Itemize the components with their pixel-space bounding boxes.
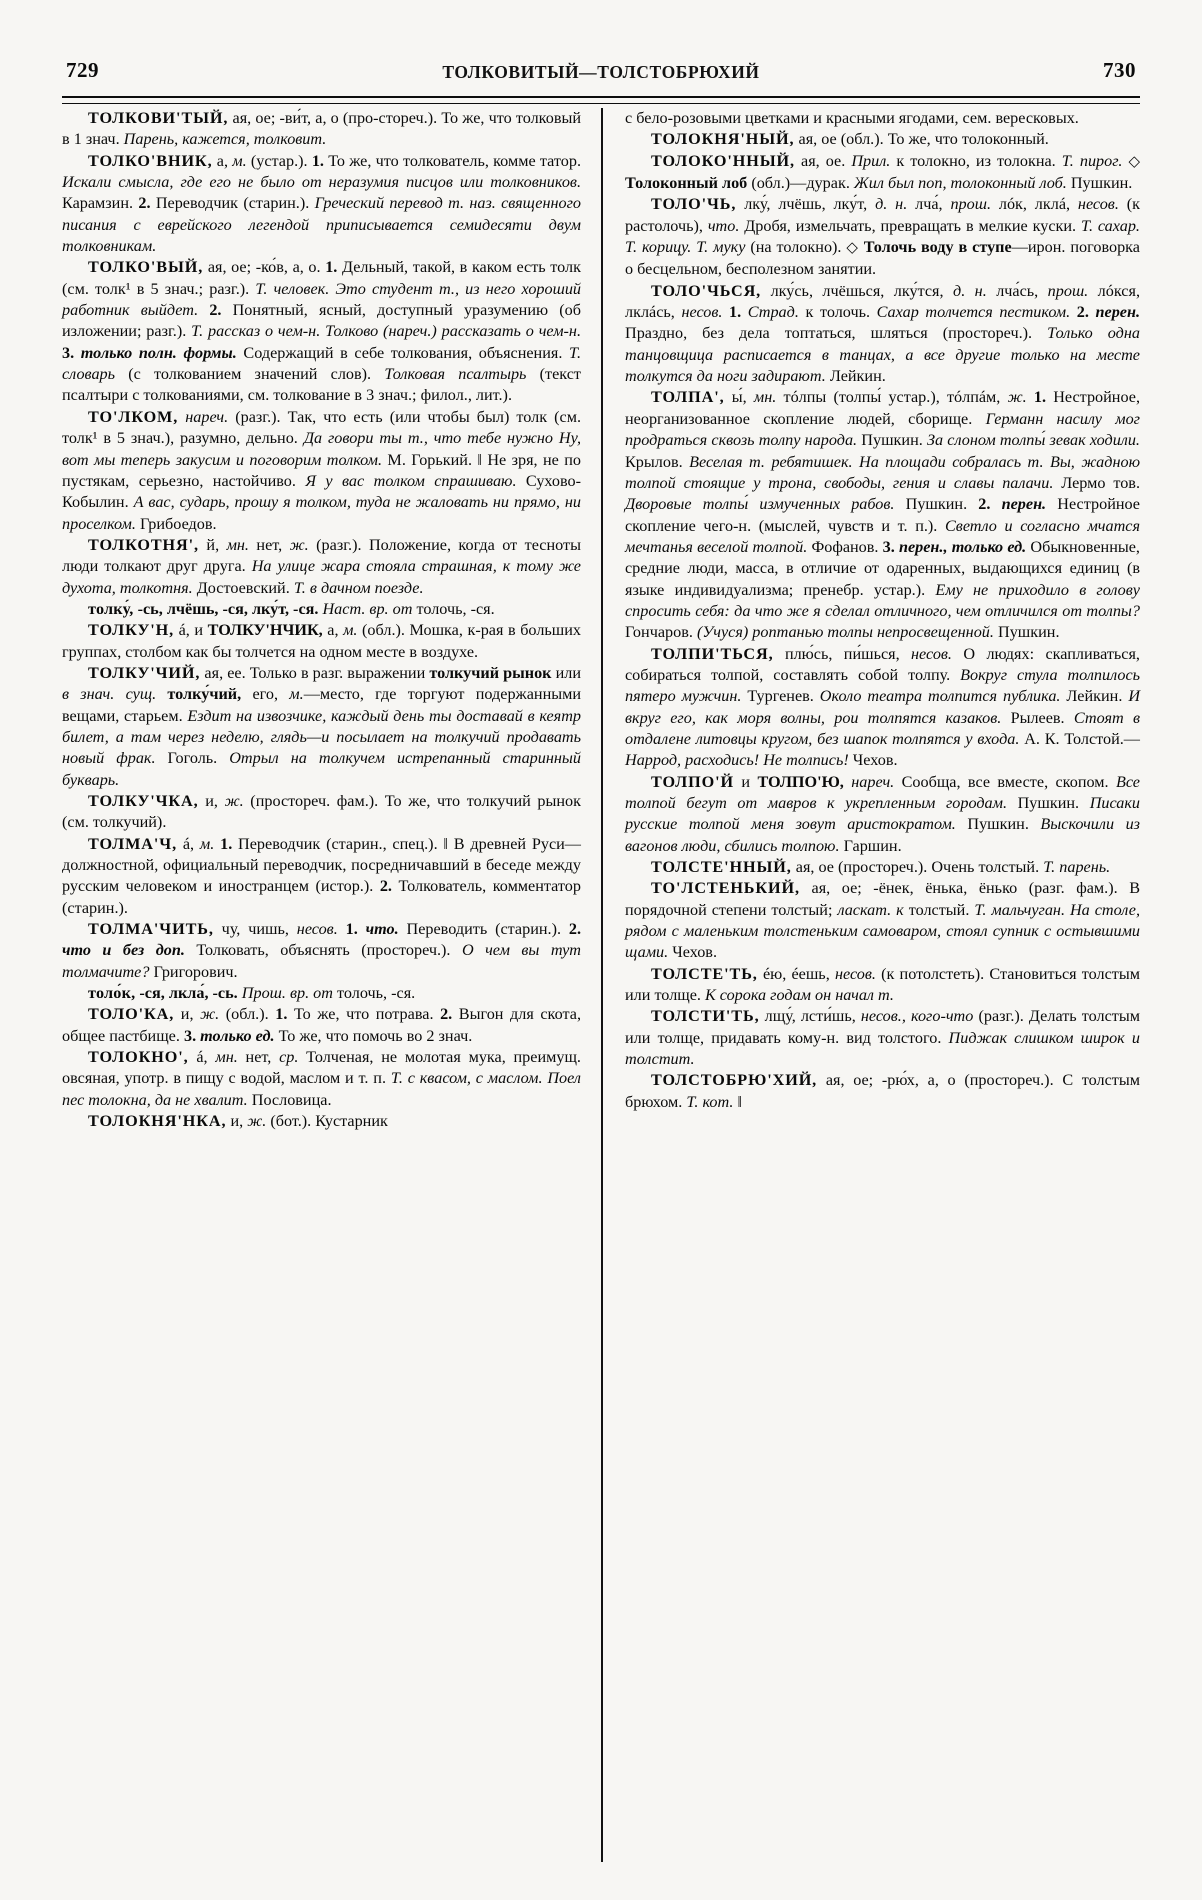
entry-text-roman: ая, ое; -ёнек, ёнька, ёнько (разг. фам.). В порядочной степени толстый; — [625, 879, 1140, 919]
entry-text-roman: То же, что толкователь, комме татор. — [323, 151, 581, 170]
entry-text-diamond: ◇ — [1128, 153, 1140, 170]
entry-text-italic: мн. — [226, 535, 249, 554]
entry-text-italic: что. — [707, 216, 740, 235]
entry-text-italic: к — [896, 900, 904, 919]
column-right — [601, 108, 1140, 1862]
entry-text-italic: нареч. — [851, 772, 895, 791]
entry-text-bolditalic: перен. — [990, 495, 1047, 514]
entry-text-italic: Т. рассказ о чем-н. Толково (нареч.) рассказать о чем-н. — [191, 322, 582, 341]
entry-text-roman: ая, ое (обл.). То же, что толоконный. — [794, 130, 1049, 149]
entry-text-bold: лчёшь, -ся, лку́т, -ся. — [162, 599, 319, 618]
entry-text-italic: К сорока годам он начал т. — [705, 986, 894, 1005]
column-left — [62, 108, 601, 1862]
entry-headword: ТОЛКО'ВЫЙ, — [88, 258, 204, 277]
entry-text-italic: Отрыл на толкучем истрепанный старинный букварь. — [62, 749, 581, 789]
entry-text-bold: 1. — [311, 151, 324, 170]
entry-text-italic: несов., кого-что — [860, 1007, 974, 1026]
entry-text-roman: А. К. Толстой.— — [1019, 729, 1140, 748]
dictionary-entry — [62, 663, 581, 791]
entry-text-roman: Чехов. — [668, 943, 718, 962]
entry-text-bolditalic: перен. — [1088, 303, 1141, 322]
entry-text-roman: (на толокно). — [745, 238, 847, 257]
entry-text-bolditalic: только ед. — [196, 1026, 275, 1045]
entry-text-roman — [722, 303, 729, 321]
entry-headword: ТОЛПИ'ТЬСЯ, — [651, 644, 774, 663]
page-number-left: 729 — [66, 58, 99, 82]
dictionary-entry — [62, 151, 581, 258]
entry-headword: ТОЛПА', — [651, 388, 725, 407]
entry-headword: толо́к, — [88, 984, 136, 1003]
entry-text-roman — [1027, 388, 1034, 406]
entry-headword: ТОЛКО'ВНИК, — [88, 151, 213, 170]
entry-text-italic: Парень, кажется, толковит. — [123, 130, 327, 149]
entry-text-italic: На улице жара стояла страшная, к тому же духота, толкотня. — [62, 557, 581, 597]
entry-text-roman: лча́сь, — [986, 281, 1048, 300]
entry-text-italic: прош. — [950, 195, 991, 214]
entry-text-roman: ая, ое; -ко́в, а, о. — [203, 258, 326, 277]
entry-text-roman: Толковать, объяснять (простореч.). — [184, 941, 462, 960]
entry-text-roman: Пушкин. — [1007, 794, 1090, 812]
entry-text-roman: á, — [177, 834, 200, 853]
dictionary-entry — [625, 129, 1140, 150]
entry-text-roman: лку́сь, лчёшься, лку́тся, — [761, 281, 953, 300]
entry-text-roman: (простореч. фам.). То же, что толкучий рынок (см. толкучий). — [62, 792, 581, 832]
entry-text-bold: 1. — [325, 258, 338, 277]
entry-text-roman: (текст псалтыри с толкованиями, см. толкование в 3 знач.; филол., лит.). — [62, 365, 582, 405]
entry-text-roman: (устар.). — [246, 151, 312, 170]
entry-text-roman: éю, éешь, — [757, 964, 835, 983]
entry-text-bold: -ся, — [135, 984, 165, 1003]
entry-text-bold: 1. — [729, 303, 742, 322]
entry-text-roman: Пушкин. — [857, 431, 927, 450]
entry-text-roman: (обл.)—дурак. — [747, 174, 854, 193]
entry-text-roman: и — [734, 772, 758, 791]
entry-text-roman: —место, где торгуют подержанными вещами, старьем. — [62, 685, 582, 725]
entry-text-italic: И вкруг его, как моря волны, рои толпятся казаков. — [625, 687, 1141, 727]
entry-text-italic: д. н. — [875, 195, 908, 214]
entry-text-roman: а, — [212, 151, 233, 170]
entry-text-roman: лóк, лклá, — [991, 195, 1078, 214]
entry-headword: ТОЛОКНО', — [88, 1048, 189, 1067]
entry-text-italic: прош. — [1047, 281, 1089, 300]
entry-text-italic: За слоном толпы́ зевак ходили. — [926, 431, 1140, 450]
entry-text-italic: несов. — [296, 920, 338, 939]
entry-text-italic: ж. — [1007, 388, 1027, 407]
entry-text-italic: Т. с квасом, с маслом. Поел пес толокна, да не хвалит. — [62, 1069, 581, 1109]
entry-text-italic: Германн насилу мог продраться сквозь толпу народа. — [625, 409, 1140, 450]
entry-text-roman — [338, 920, 346, 938]
entry-headword: ТОЛМА'Ч, — [88, 834, 178, 853]
entry-text-bold: 2. — [209, 301, 222, 320]
entry-text-roman: Гоголь. — [155, 749, 230, 768]
entry-text-roman: Сухово-Кобылин. — [62, 471, 582, 512]
entry-text-italic: ж. — [224, 792, 244, 810]
dictionary-entry — [625, 772, 1140, 857]
entry-text-italic: Сахар толчется пестиком. — [876, 303, 1071, 322]
dictionary-entry — [625, 644, 1140, 772]
dictionary-entry — [625, 1006, 1140, 1070]
dictionary-entry — [62, 257, 581, 406]
entry-text-bold: лкла́, -сь. — [164, 984, 238, 1003]
entry-text-roman: Дельный, такой, в каком есть толк (см. толк¹ в 5 знач.; разг.). — [62, 258, 581, 298]
dictionary-entry — [625, 194, 1140, 280]
entry-text-roman: к толочь. — [798, 303, 877, 322]
entry-text-roman: Крылов. — [625, 452, 690, 471]
entry-text-bold: 1. — [1033, 388, 1047, 407]
entry-text-italic: Стоят в отдалене литовцы кругом, без шапок толпятся у входа. — [625, 708, 1140, 748]
entry-text-roman: á, — [188, 1048, 216, 1067]
entry-headword: ТОЛКОВИ'ТЫЙ, — [88, 109, 229, 127]
entry-text-bold: толку́чий, — [167, 685, 242, 704]
entry-text-italic: м. — [199, 834, 215, 853]
entry-text-italic: м. — [343, 621, 358, 640]
entry-text-bold: 1. — [345, 920, 358, 939]
entry-text-roman: толочь, -ся. — [412, 599, 495, 618]
dictionary-entry — [625, 964, 1140, 1007]
entry-text-italic: Толковая псалтырь — [384, 365, 527, 384]
entry-text-bold: -сь, — [133, 599, 163, 618]
entry-text-roman: Григорович. — [149, 962, 238, 981]
entry-text-italic: Пиджак слишком широк и толстит. — [625, 1028, 1140, 1069]
entry-text-roman: толстый. — [903, 900, 975, 919]
entry-text-bolditalic: только полн. формы. — [74, 343, 237, 362]
entry-text-roman: и, — [198, 792, 225, 810]
entry-text-bold: Толоконный лоб — [625, 174, 748, 193]
entry-text-italic: несов. — [1077, 195, 1119, 214]
entry-text-roman: Нестройное, неорганизованное скопление людей, сборище. — [625, 388, 1140, 428]
header-rule — [62, 96, 1140, 104]
entry-text-italic: ласкат. — [837, 900, 892, 919]
entry-text-italic: А вас, сударь, прошу я толком, туда не жаловать ни прямо, ни проселком. — [62, 493, 581, 533]
entry-text-italic: м. — [289, 685, 304, 704]
entry-text-italic: Искали смысла, где его не было от неразумия писцов или толковников. — [62, 173, 581, 192]
entry-text-italic: ср. — [279, 1048, 299, 1067]
entry-text-roman: То же, что потрава. — [287, 1005, 441, 1024]
entry-text-roman: нет, — [237, 1048, 280, 1067]
entry-text-italic: Т. сахар. Т. корицу. Т. муку — [625, 216, 1140, 257]
entry-headword: ТОЛОКО'ННЫЙ, — [651, 151, 795, 170]
dictionary-entry — [625, 281, 1140, 388]
entry-text-roman: ая, ое. — [794, 151, 852, 170]
dictionary-entry — [62, 791, 581, 834]
entry-headword: ТОЛСТЕ'ННЫЙ, — [651, 858, 792, 877]
entry-text-italic: Т. парень. — [1043, 858, 1111, 877]
entry-text-roman: лóкся, лклáсь, — [625, 281, 1140, 322]
dictionary-entry — [625, 387, 1140, 643]
entry-text-italic: Т. человек. Это студент т., из него хороший работник выйдет. — [62, 279, 582, 320]
entry-text-italic: Жил был поп, толоконный лоб. — [853, 174, 1067, 193]
entry-text-bold: 2. — [978, 495, 991, 514]
entry-text-roman: Переводчик (старин.). — [150, 194, 315, 213]
entry-text-italic: Выскочили из вагонов люди, сбились толпою. — [625, 815, 1140, 855]
entry-text-roman: (разг.). Положение, когда от тесноты люди толкают друг друга. — [62, 535, 581, 576]
entry-text-roman: Рылеев. — [1001, 708, 1074, 727]
entry-text-bold: Толочь воду в ступе — [858, 238, 1012, 257]
entry-text-italic: Я у вас толком спрашиваю. — [305, 471, 517, 490]
running-head — [66, 58, 1136, 86]
entry-headword: толку́, — [88, 599, 134, 618]
dictionary-entry — [62, 407, 581, 535]
entry-text-roman: лку́, лчёшь, лку́т, — [736, 195, 876, 214]
entry-text-bolditalic: что. — [357, 920, 399, 939]
dictionary-entry — [62, 919, 581, 983]
entry-text-roman: или — [551, 663, 582, 682]
entry-text-italic: Вокруг стула толпилось пятеро мужчин. — [625, 665, 1140, 706]
entry-text-roman: ая, ое; -ви́т, а, о (про-стореч.). То же, что толковый в 1 знач. — [62, 109, 581, 149]
entry-text-roman: Лермо тов. — [1053, 473, 1140, 492]
entry-text-roman: Достоевский. — [192, 578, 294, 597]
entry-text-italic: Да говори ты т., что тебе нужно Ну, вот мы теперь закусим и поговорим толком. — [62, 429, 582, 469]
entry-text-roman: Нестройное скопление чего-н. (мыслей, чувств и т. п.). — [625, 495, 1140, 535]
entry-text-bold: 3. — [882, 537, 895, 556]
entry-headword: ТО'ЛКОМ, — [88, 407, 179, 426]
dictionary-entry — [62, 983, 581, 1004]
entry-text-bold: ТОЛКУ'НЧИК, — [207, 621, 323, 640]
entry-text-roman: Чехов. — [848, 751, 898, 770]
entry-text-roman: тóлпы (толпы́ устар.), тóлпáм, — [776, 388, 1008, 407]
entry-text-roman — [156, 685, 167, 703]
entry-text-roman: —ирон. поговорка о бесцельном, бесполезном занятии. — [625, 238, 1140, 279]
entry-headword: ТОЛПО'Й — [651, 772, 735, 791]
entry-text-roman: Пушкин. — [955, 815, 1041, 834]
entry-text-roman: (обл.). Мошка, к-рая в больших группах, столбом как бы толчется на одном месте в воздухе. — [62, 621, 581, 661]
entry-text-roman: Гаршин. — [839, 836, 902, 855]
entry-headword: ТОЛОКНЯ'НЫЙ, — [651, 130, 795, 149]
entry-text-roman: (с толкованием значений слов). — [115, 365, 385, 384]
entry-text-roman: Толкователь, комментатор (старин.). — [62, 877, 581, 917]
dictionary-entry — [62, 620, 581, 663]
entry-text-roman: Праздно, без дела топтаться, шляться (простореч.). — [625, 324, 1048, 343]
entry-text-roman: á, и — [174, 621, 208, 640]
entry-text-italic: в знач. сущ. — [62, 685, 157, 704]
entry-text-roman: чу, чишь, — [213, 920, 297, 939]
entry-headword: ТОЛОКНЯ'НКА, — [88, 1112, 227, 1131]
entry-text-italic: О чем вы тут толмачите? — [62, 941, 581, 981]
entry-text-italic: Наррод, расходись! Не толпись! — [625, 751, 849, 770]
entry-text-italic: Т. словарь — [62, 343, 582, 384]
entry-text-roman: Содержащий в себе толкования, объяснения. — [236, 343, 569, 362]
entry-text-bold: 2. — [1076, 303, 1089, 322]
entry-text-roman: Переводить (старин.). — [398, 920, 569, 939]
entry-text-roman: Сообща, все вместе, скопом. — [894, 772, 1116, 791]
entry-text-roman: й, — [198, 535, 227, 554]
entry-text-bold: 2. — [440, 1005, 453, 1024]
entry-text-roman: Грибоедов. — [135, 514, 217, 533]
entry-text-italic: Т. в дачном поезде. — [293, 578, 424, 597]
dictionary-entry — [625, 857, 1140, 878]
entry-text-roman: толочь, -ся. — [332, 984, 416, 1003]
entry-text-bold: 3. — [183, 1026, 197, 1045]
entry-text-bold: 1. — [220, 834, 233, 853]
entry-text-roman: его, — [241, 685, 290, 704]
entry-text-italic: ж. — [247, 1112, 267, 1131]
entry-text-roman: Пушкин. — [1066, 174, 1133, 193]
entry-text-italic: Около театра толпится публика. — [819, 687, 1061, 706]
dictionary-entry — [62, 834, 581, 919]
entry-text-italic: д. н. — [953, 281, 987, 300]
entry-text-roman — [198, 301, 209, 319]
entry-headword: ТОЛКУ'ЧКА, — [88, 792, 199, 810]
entry-text-roman: Карамзин. — [62, 194, 139, 213]
entry-text-roman: То же, что помочь во 2 знач. — [274, 1026, 473, 1045]
entry-text-bold: 1. — [275, 1005, 288, 1024]
entry-headword: ТОЛМА'ЧИТЬ, — [88, 920, 214, 939]
entry-text-bold: 3. — [62, 343, 75, 362]
entry-text-roman: а, — [322, 621, 344, 640]
dictionary-entry — [62, 1047, 581, 1111]
entry-text-roman: Переводчик (старин., спец.). ‖ В древней Руси—должностной, официальный переводчик, посредничавший в беседе между русским человеком и иностранцем (истор.). — [62, 834, 581, 896]
entry-text-roman: Дробя, измельчать, превращать в мелкие куски. — [739, 216, 1081, 235]
entry-text-roman: О людях: скапливаться, собираться толпой, составлять собой толпу. — [625, 644, 1140, 684]
entry-headword: ТОЛО'ЧЬСЯ, — [651, 281, 762, 300]
entry-text-italic: Наст. вр. от — [318, 599, 413, 618]
entry-headword: ТОЛКОТНЯ', — [88, 535, 199, 554]
entry-text-italic: ж. — [289, 535, 309, 554]
entry-text-roman: Гончаров. — [625, 623, 697, 642]
entry-text-roman: Лейкин. — [825, 367, 886, 386]
entry-text-roman: Выгон для скота, общее пастбище. — [62, 1005, 581, 1045]
dictionary-entry — [625, 151, 1140, 195]
entry-text-italic: Ездит на извозчике, каждый день ты доставай в кеятр билет, а там через неделю, глядь—и посылает на толкучий продавать новый фрак. — [62, 706, 581, 768]
entry-text-roman: ы́, — [724, 388, 754, 407]
entry-text-bolditalic: перен., только ед. — [894, 537, 1027, 556]
entry-text-italic: ж. — [200, 1005, 220, 1024]
entry-text-italic: Дворовые толпы́ измученных рабов. — [625, 495, 895, 514]
entry-text-roman: Пословица. — [247, 1090, 332, 1109]
entry-text-roman: и, — [174, 1005, 201, 1024]
entry-text-roman: с бело-розовыми цветками и красными ягодами, сем. вересковых. — [625, 109, 1079, 127]
entry-headword: ТОЛСТЕ'ТЬ, — [651, 964, 758, 983]
entry-text-roman: нет, — [248, 535, 290, 554]
entry-text-italic: Т. кот. — [686, 1092, 734, 1111]
entry-text-bold: 2. — [138, 194, 151, 213]
entry-text-bold: 2. — [379, 877, 392, 896]
entry-text-roman: (разг.). Так, что есть (или чтобы был) толк (см. толк¹ в 5 знач.), разумно, дельно. — [62, 407, 581, 448]
entry-text-italic: несов. — [834, 964, 876, 983]
entry-text-roman: Обыкновенные, средние люди, масса, в отличие от одаренных, выдающихся единиц (в языке индивидуализма; пренебр. устар.). — [625, 537, 1140, 599]
entry-headword: ТОЛСТИ'ТЬ, — [651, 1007, 760, 1026]
entry-text-roman: (к растолочь), — [625, 195, 1140, 235]
entry-text-italic: Писаки русские толпой меня зовут аристократом. — [625, 794, 1140, 834]
entry-text-roman: Тургенев. — [741, 687, 820, 706]
entry-text-bold: ТОЛПО'Ю, — [757, 772, 844, 791]
running-head-title: ТОЛКОВИТЫЙ—ТОЛСТОБРЮХИЙ — [442, 62, 760, 82]
entry-headword: ТОЛКУ'ЧИЙ, — [88, 663, 201, 682]
entry-text-roman: к толокно, из толокна. — [890, 151, 1062, 170]
dictionary-entry — [62, 1111, 581, 1132]
entry-headword: ТОЛО'ЧЬ, — [651, 195, 737, 214]
entry-text-roman: Пушкин. — [894, 495, 979, 514]
entry-text-italic: Только одна танцовщица расписается в танцах, а все другие только на месте толкутся да ноги задирают. — [625, 324, 1140, 386]
entry-text-diamond: ◇ — [846, 240, 859, 257]
dictionary-entry — [625, 878, 1140, 963]
entry-text-roman: Пушкин. — [993, 623, 1060, 642]
entry-text-roman: и, — [226, 1112, 248, 1131]
entry-text-italic: Ему не приходило в голову спросить себя: да что же я сделал отличного, чем отличился от толпы? — [625, 580, 1140, 620]
entry-text-italic: Веселая т. ребятишек. На площади собралась т. Вы, жадною толпой стоящие у трона, свободы, гения и славы палачи. — [625, 452, 1140, 492]
entry-text-roman: ‖ — [733, 1092, 743, 1111]
entry-text-bold: 2. — [568, 920, 582, 939]
entry-text-roman: (разг.). Делать толстым или толще, придавать кому-н. вид толстого. — [625, 1007, 1140, 1047]
entry-headword: ТОЛСТОБРЮ'ХИЙ, — [651, 1071, 818, 1090]
entry-text-italic: (Учуся) роптанью толпы непросвещенной. — [696, 623, 994, 642]
entry-text-roman: лча́, — [907, 195, 951, 214]
dictionary-entry — [62, 535, 581, 599]
entry-text-roman: Толченая, не молотая мука, преимущ. овсяная, употр. в пищу с водой, маслом и т. п. — [62, 1048, 581, 1088]
column-container — [62, 108, 1140, 1862]
entry-text-roman: Понятный, ясный, доступный уразумению (об изложении; разг.). — [62, 301, 581, 341]
entry-text-bolditalic: что и без доп. — [62, 941, 185, 960]
entry-text-italic: Прил. — [851, 151, 891, 170]
entry-text-roman: ая, ое; -рю́х, а, о (простореч.). С толстым брюхом. — [625, 1071, 1140, 1111]
entry-text-italic: Светло и согласно мчатся мечтанья веселой толпой. — [625, 516, 1140, 556]
entry-text-italic: несов. — [911, 644, 952, 663]
dictionary-entry — [62, 599, 581, 620]
page-number-right: 730 — [1103, 58, 1136, 82]
entry-text-italic: Греческий перевод т. наз. священного писания с еврейского легендой приписывается семидесяти двум толковникам. — [62, 194, 582, 256]
entry-text-roman: Фофанов. — [807, 537, 883, 556]
entry-text-italic: м. — [232, 151, 247, 170]
entry-text-roman: ая, ое (простореч.). Очень толстый. — [791, 858, 1044, 877]
entry-text-italic: мн. — [215, 1048, 238, 1067]
dictionary-entry — [62, 108, 581, 151]
entry-text-roman: Лейкин. — [1060, 687, 1129, 706]
dictionary-entry — [625, 108, 1140, 129]
entry-text-roman: М. Горький. ‖ Не зря, не по пустякам, серьезно, настойчиво. — [62, 450, 581, 490]
entry-text-italic: Т. мальчуган. На столе, рядом с маленьким толстеньким самоваром, стоял супник с остывшими щами. — [625, 900, 1140, 962]
entry-headword: ТОЛКУ'Н, — [88, 621, 175, 640]
entry-text-roman: плю́сь, пи́шься, — [773, 644, 912, 663]
entry-text-roman: ая, ее. Только в разг. выражении — [200, 663, 430, 682]
entry-text-roman — [1070, 303, 1077, 321]
entry-text-italic: Т. пирог. — [1061, 151, 1123, 170]
entry-headword: ТОЛО'КА, — [88, 1005, 175, 1024]
entry-text-italic: Все толпой бегут от мавров к укрепленным городам. — [625, 772, 1140, 812]
entry-headword: ТО'ЛСТЕНЬКИЙ, — [651, 879, 800, 898]
entry-text-italic: нареч. — [178, 407, 229, 426]
entry-text-roman: (к потолстеть). Становиться толстым или толще. — [625, 964, 1140, 1005]
entry-text-italic: мн. — [753, 388, 777, 407]
entry-text-italic: Прош. вр. от — [237, 984, 333, 1003]
entry-text-roman: (бот.). Кустарник — [266, 1112, 388, 1131]
entry-text-bold: толкучий рынок — [429, 663, 552, 682]
dictionary-entry — [62, 1004, 581, 1047]
entry-text-italic: несов. — [681, 303, 723, 322]
entry-text-roman: лщу́, лсти́шь, — [759, 1007, 861, 1026]
entry-text-roman: (обл.). — [219, 1005, 276, 1024]
dictionary-entry — [625, 1070, 1140, 1113]
entry-text-italic: Страд. — [741, 303, 799, 322]
